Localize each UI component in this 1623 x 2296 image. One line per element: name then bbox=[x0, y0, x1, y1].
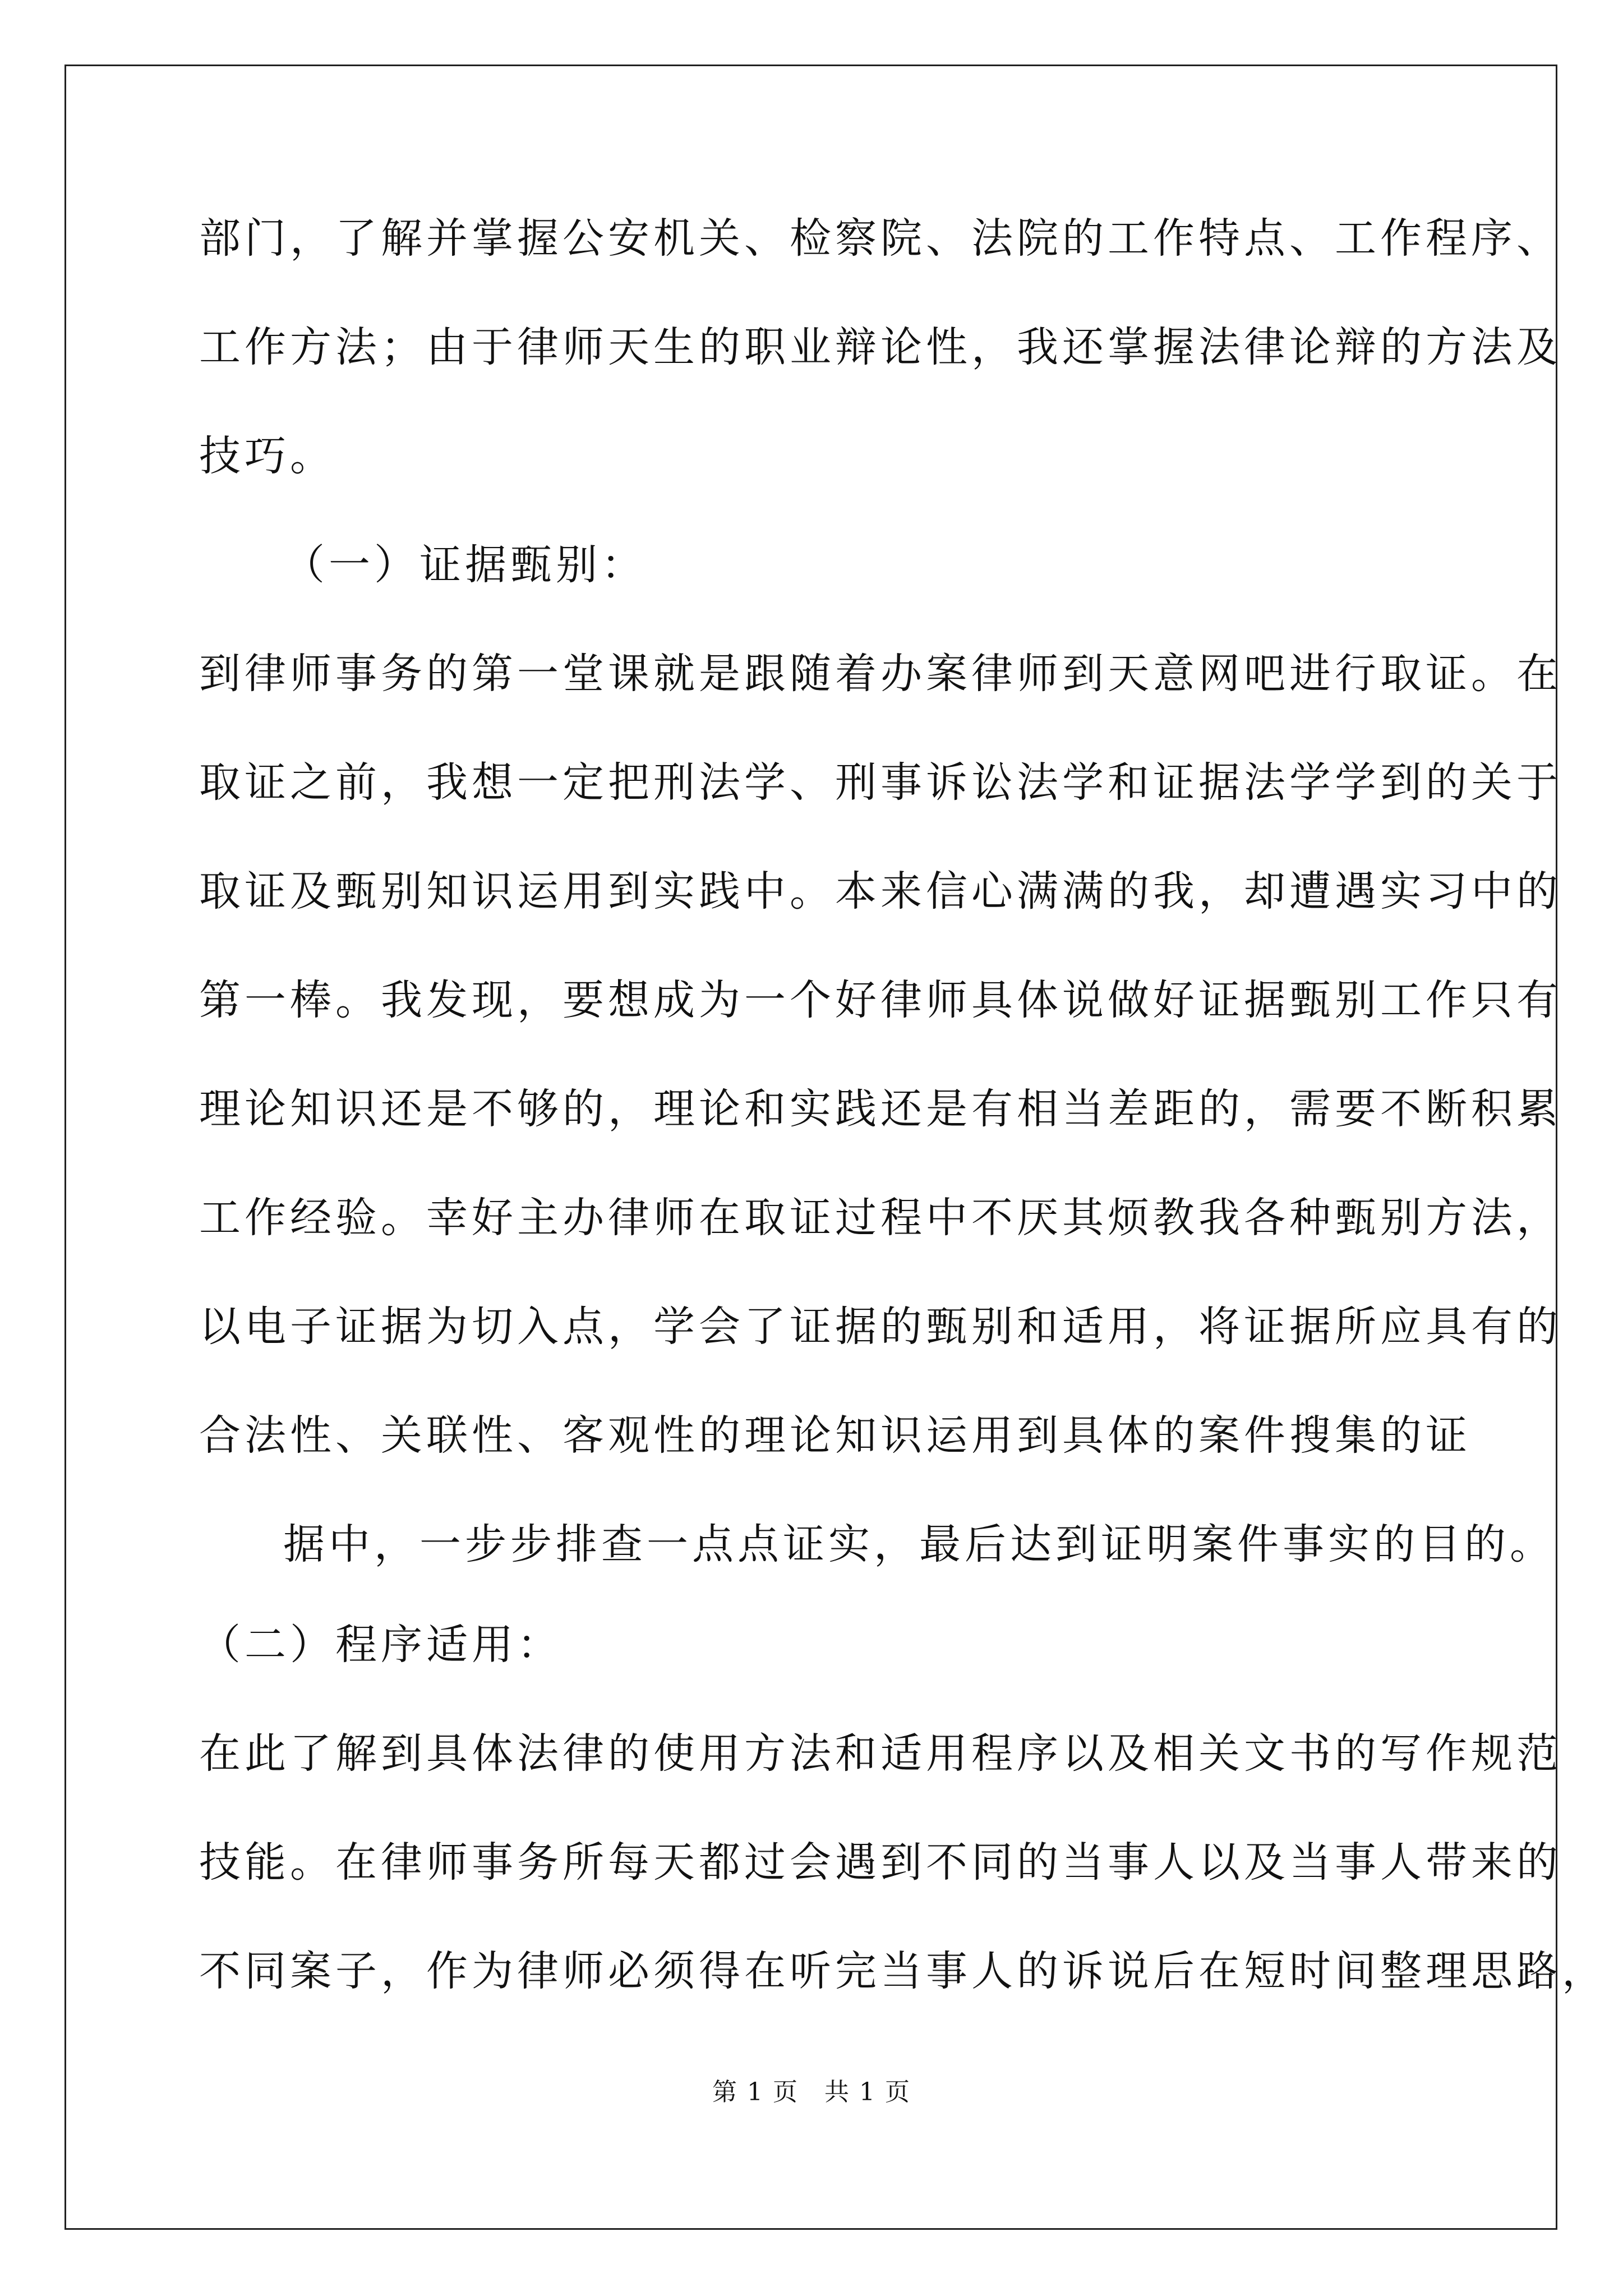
section-heading-evidence: （一）证据甄别： bbox=[283, 541, 647, 589]
text-line: 不同案子，作为律师必须得在听完当事人的诉说后在短时间整理思路， bbox=[199, 1947, 1607, 1995]
text-line: 取证之前，我想一定把刑法学、刑事诉讼法学和证据法学学到的关于 bbox=[199, 758, 1562, 807]
page-number-footer: 第 1 页 共 1 页 bbox=[712, 2078, 911, 2106]
section-heading-procedure: （二）程序适用： bbox=[199, 1621, 562, 1669]
text-line: 取证及甄别知识运用到实践中。本来信心满满的我，却遭遇实习中的 bbox=[199, 867, 1562, 915]
text-line: 到律师事务的第一堂课就是跟随着办案律师到天意网吧进行取证。在 bbox=[199, 650, 1562, 698]
text-line: 理论知识还是不够的，理论和实践还是有相当差距的，需要不断积累 bbox=[199, 1085, 1562, 1133]
text-line: 在此了解到具体法律的使用方法和适用程序以及相关文书的写作规范 bbox=[199, 1729, 1562, 1778]
text-line: 以电子证据为切入点，学会了证据的甄别和适用，将证据所应具有的 bbox=[199, 1303, 1562, 1351]
text-line: 部门，了解并掌握公安机关、检察院、法院的工作特点、工作程序、 bbox=[199, 214, 1562, 263]
text-line: 技能。在律师事务所每天都过会遇到不同的当事人以及当事人带来的 bbox=[199, 1838, 1562, 1887]
text-line: 技巧。 bbox=[199, 432, 335, 480]
page-border bbox=[64, 65, 1557, 2230]
text-line: 工作经验。幸好主办律师在取证过程中不厌其烦教我各种甄别方法， bbox=[199, 1194, 1562, 1242]
text-line: 合法性、关联性、客观性的理论知识运用到具体的案件搜集的证 bbox=[199, 1411, 1471, 1460]
text-line: 第一棒。我发现，要想成为一个好律师具体说做好证据甄别工作只有 bbox=[199, 976, 1562, 1024]
text-line: 工作方法；由于律师天生的职业辩论性，我还掌握法律论辩的方法及 bbox=[199, 323, 1562, 371]
text-line: 据中，一步步排查一点点证实，最后达到证明案件事实的目的。 bbox=[283, 1520, 1555, 1568]
